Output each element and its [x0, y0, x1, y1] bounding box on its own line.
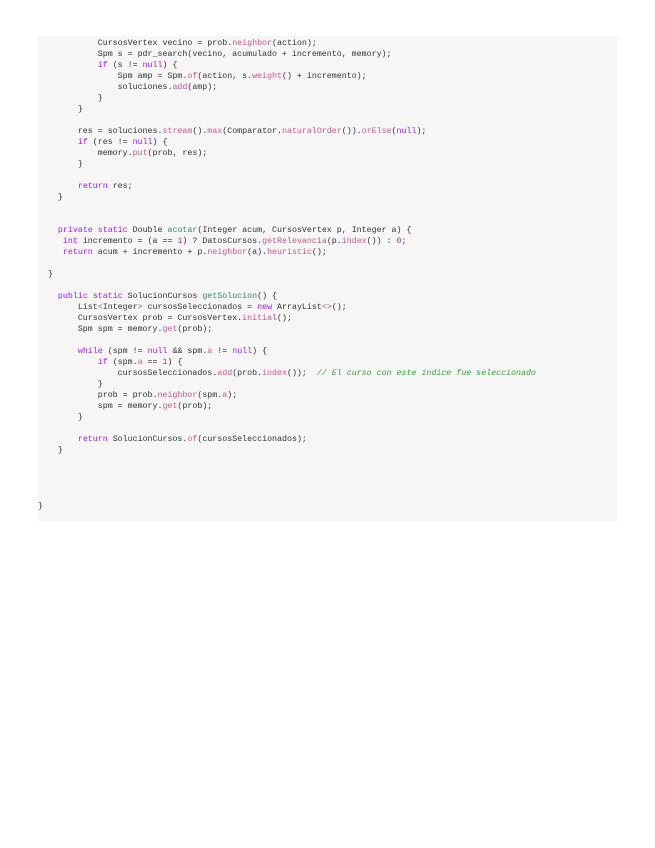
code-line: List<Integer> cursosSeleccionados = new ArrayList<>(); — [38, 303, 347, 312]
code-block — [38, 36, 617, 521]
code-line: } — [38, 105, 83, 114]
code-line: public static SolucionCursos getSolucion() { — [57, 292, 278, 301]
code-line: Spm s = pdr_search(vecino, acumulado + incremento, memory); — [38, 50, 392, 59]
code-line: res = soluciones.stream().max(Comparator.naturalOrder()).orElse(null); — [38, 127, 427, 136]
code-line: } — [38, 193, 63, 202]
code-line: if (res != null) { — [77, 138, 168, 147]
code-line: soluciones.add(amp); — [38, 83, 218, 92]
code-line: prob = prob.neighbor(spm.a); — [38, 391, 238, 400]
code-line: return SolucionCursos.of(cursosSeleccionados); — [77, 435, 307, 444]
code-line: return acum + incremento + p.neighbor(a).heuristic(); — [62, 248, 327, 257]
code-line: if (s != null) { — [97, 61, 178, 70]
code-line: memory.put(prob, res); — [38, 149, 208, 158]
code-line: Spm amp = Spm.of(action, s.weight() + incremento); — [38, 72, 367, 81]
code-line: } — [38, 94, 103, 103]
code-line: } — [38, 380, 103, 389]
code-line: } — [38, 270, 53, 279]
code-line: } — [38, 502, 43, 511]
code-line: return res; — [77, 182, 133, 191]
code-line: } — [38, 160, 83, 169]
code-line: CursosVertex vecino = prob.neighbor(action); — [38, 39, 317, 48]
code-line: CursosVertex prob = CursosVertex.initial(); — [38, 314, 292, 323]
code-line: } — [38, 446, 63, 455]
code-line: } — [38, 413, 83, 422]
code-line: spm = memory.get(prob); — [38, 402, 213, 411]
code-line: Spm spm = memory.get(prob); — [38, 325, 213, 334]
code-line: if (spm.a == 1) { — [97, 358, 183, 367]
code-line: private static Double acotar(Integer acum, CursosVertex p, Integer a) { — [57, 226, 412, 235]
code-line: while (spm != null && spm.a != null) { — [77, 347, 268, 356]
code-line: int incremento = (a == 1) ? DatosCursos.getRelevancia(p.index()) : 0; — [62, 237, 407, 246]
code-line: cursosSeleccionados.add(prob.index()); // El curso con este índice fue seleccionado — [38, 369, 536, 378]
